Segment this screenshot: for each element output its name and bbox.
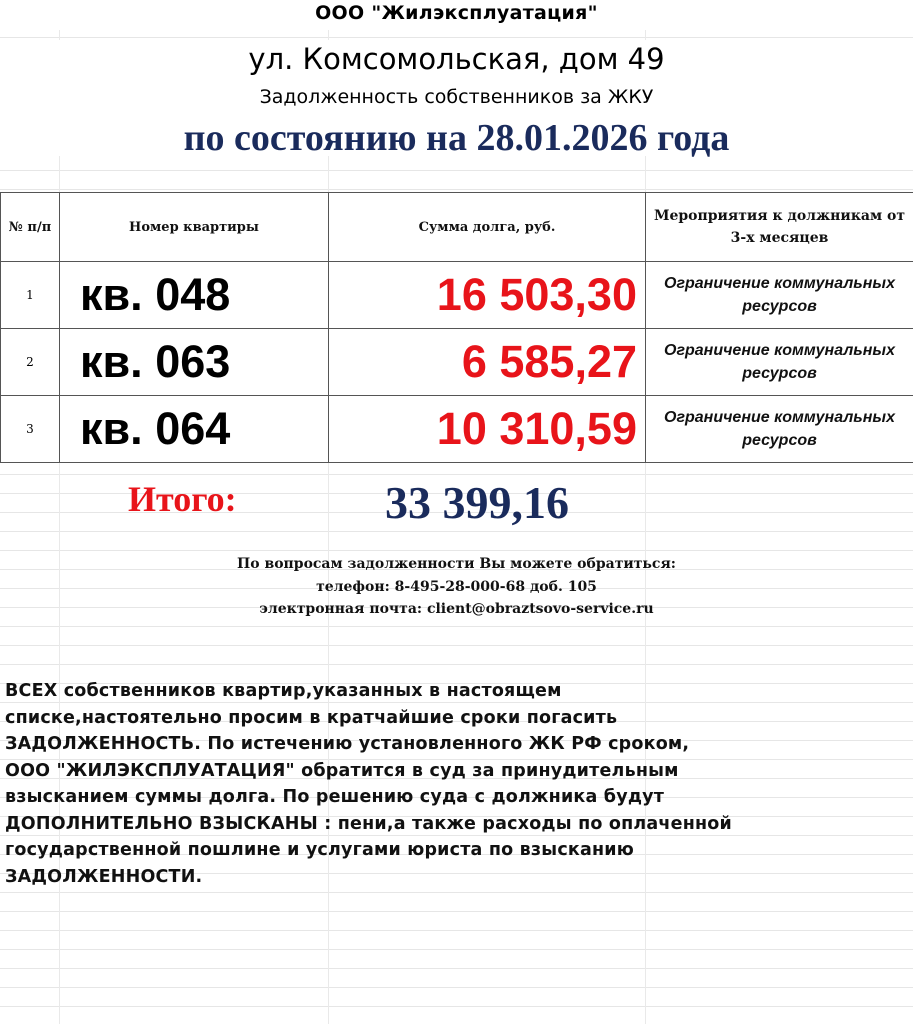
debtor-measure: Ограничение коммунальных ресурсов — [646, 262, 913, 329]
debt-amount: 6 585,27 — [329, 329, 646, 396]
row-number: 1 — [1, 262, 60, 329]
contact-email: электронная почта: client@obraztsovo-service.ru — [259, 601, 654, 617]
apartment-number: кв. 063 — [60, 329, 329, 396]
contact-intro: По вопросам задолженности Вы можете обратиться: — [237, 556, 676, 572]
debtor-measure: Ограничение коммунальных ресурсов — [646, 396, 913, 463]
table-row — [1, 262, 913, 329]
total-amount: 33 399,16 — [385, 477, 569, 528]
debt-table — [0, 192, 913, 463]
company-name: ООО "Жилэксплуатация" — [315, 2, 598, 24]
debtor-measure: Ограничение коммунальных ресурсов — [646, 329, 913, 396]
report-subtitle: Задолженность собственников за ЖКУ — [259, 86, 654, 108]
total-label: Итого: — [128, 479, 237, 519]
debt-notice: ВСЕХ собственников квартир,указанных в настоящем списке,настоятельно просим в кратчайшие сроки погасить ЗАДОЛЖЕННОСТЬ. По истечению установленного ЖК РФ сроком, ООО "ЖИЛЭКСПЛУАТАЦИЯ" обратится в суд за принудительным взысканием суммы долга. По решению суда с должника будут ДОПОЛНИТЕЛЬНО ВЗЫСКАНЫ : пени,а также расходы по оплаченной государственной пошлине и услугами юриста по взысканию ЗАДОЛЖЕННОСТИ. — [5, 681, 732, 887]
row-number: 3 — [1, 396, 60, 463]
table-row — [1, 329, 913, 396]
column-header-measures: Мероприятия к должникам от 3-х месяцев — [646, 193, 913, 262]
report-date: по состоянию на 28.01.2026 года — [183, 117, 730, 159]
building-address: ул. Комсомольская, дом 49 — [248, 42, 665, 76]
contact-phone: телефон: 8-495-28-000-68 доб. 105 — [316, 579, 597, 595]
table-row — [1, 396, 913, 463]
apartment-number: кв. 048 — [60, 262, 329, 329]
column-header-amount: Сумма долга, руб. — [329, 193, 646, 262]
debt-amount: 16 503,30 — [329, 262, 646, 329]
apartment-number: кв. 064 — [60, 396, 329, 463]
debt-amount: 10 310,59 — [329, 396, 646, 463]
column-header-number: № п/п — [1, 193, 60, 262]
column-header-apartment: Номер квартиры — [60, 193, 329, 262]
row-number: 2 — [1, 329, 60, 396]
table-header-row — [1, 193, 913, 262]
